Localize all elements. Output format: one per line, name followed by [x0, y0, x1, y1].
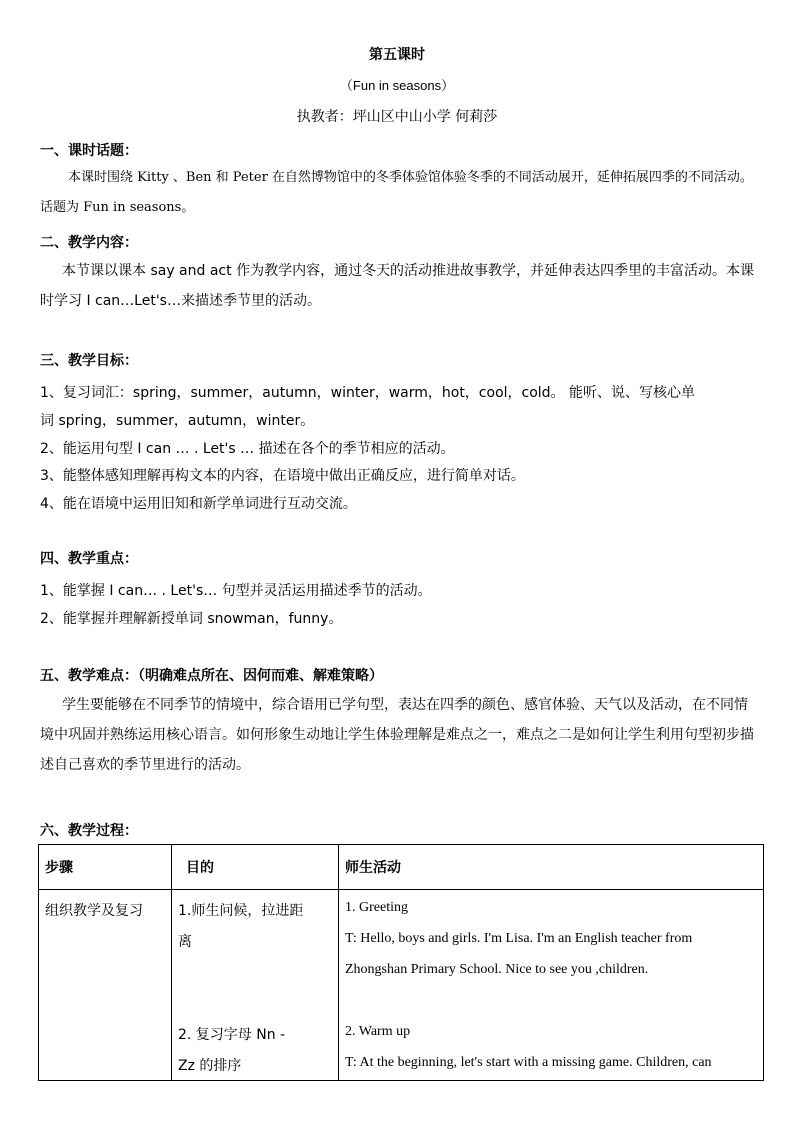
lesson-title: 第五课时 [369, 47, 425, 63]
purpose-line: 2. 复习字母 Nn - [178, 1027, 286, 1043]
purpose-line: Zz 的排序 [178, 1058, 242, 1074]
lesson-author: 执教者：坪山区中山小学 何莉莎 [296, 109, 498, 125]
section-heading-topic: 一、课时话题： [40, 143, 138, 159]
section-text-topic: 本课时围绕 Kitty 、Ben 和 Peter 在自然博物馆中的冬季体验馆体验冬季的不同活动展开，延伸拓展四季的不同活动。话题为 Fun in seasons。 [40, 170, 753, 215]
section-heading-objectives: 三、教学目标： [40, 353, 138, 369]
activity-line: Zhongshan Primary School. Nice to see you ,children. [345, 962, 649, 977]
purpose-line: 离 [178, 934, 192, 950]
table-header-row [39, 845, 764, 890]
activity-cell [339, 890, 764, 1081]
lesson-subtitle: （Fun in seasons） [339, 78, 455, 93]
section-heading-process: 六、教学过程： [40, 823, 138, 839]
section-heading-key-points: 四、教学重点： [40, 551, 138, 567]
header-activity: 师生活动 [339, 845, 764, 890]
activity-line: 2. Warm up [345, 1024, 411, 1039]
objective-line: 4、能在语境中运用旧知和新学单词进行互动交流。 [40, 496, 357, 512]
purpose-cell [172, 890, 339, 1081]
step-cell [39, 890, 172, 1081]
purpose-line: 1.师生问候，拉进距 [178, 903, 304, 919]
section-text-content: 本节课以课本 say and act 作为教学内容，通过冬天的活动推进故事教学，并延伸表达四季里的丰富活动。本课时学习 I can…Let's…来描述季节里的活动。 [40, 263, 755, 309]
key-point-line: 1、能掌握 I can… . Let's… 句型并灵活运用描述季节的活动。 [40, 583, 432, 599]
objective-line: 1、复习词汇：spring，summer，autumn，winter，warm，hot，cool，cold。 能听、说、写核心单 [40, 385, 696, 401]
objective-line: 2、能运用句型 I can … . Let's … 描述在各个的季节相应的活动。 [40, 441, 455, 457]
header-purpose: 目的 [172, 845, 339, 890]
key-point-line: 2、能掌握并理解新授单词 snowman，funny。 [40, 611, 343, 627]
header-step: 步骤 [39, 845, 172, 890]
step-label: 组织教学及复习 [45, 903, 143, 919]
teaching-process-table [38, 844, 764, 1081]
table-row [39, 890, 764, 1081]
section-heading-content: 二、教学内容： [40, 235, 138, 251]
objective-line: 词 spring，summer，autumn，winter。 [40, 413, 315, 429]
objective-line: 3、能整体感知理解再构文本的内容，在语境中做出正确反应，进行简单对话。 [40, 468, 525, 484]
section-text-difficulties: 学生要能够在不同季节的情境中，综合语用已学句型，表达在四季的颜色、感官体验、天气以及活动，在不同情境中巩固并熟练运用核心语言。如何形象生动地让学生体验理解是难点之一，难点之二是如何让学生利用句型初步描述自己喜欢的季节里进行的活动。 [40, 697, 754, 773]
activity-line: T: At the beginning, let's start with a missing game. Children, can [345, 1055, 712, 1070]
activity-line: T: Hello, boys and girls. I'm Lisa. I'm an English teacher from [345, 931, 693, 946]
activity-line: 1. Greeting [345, 900, 408, 915]
section-heading-difficulties: 五、教学难点：（明确难点所在、因何而难、解难策略） [40, 668, 383, 684]
